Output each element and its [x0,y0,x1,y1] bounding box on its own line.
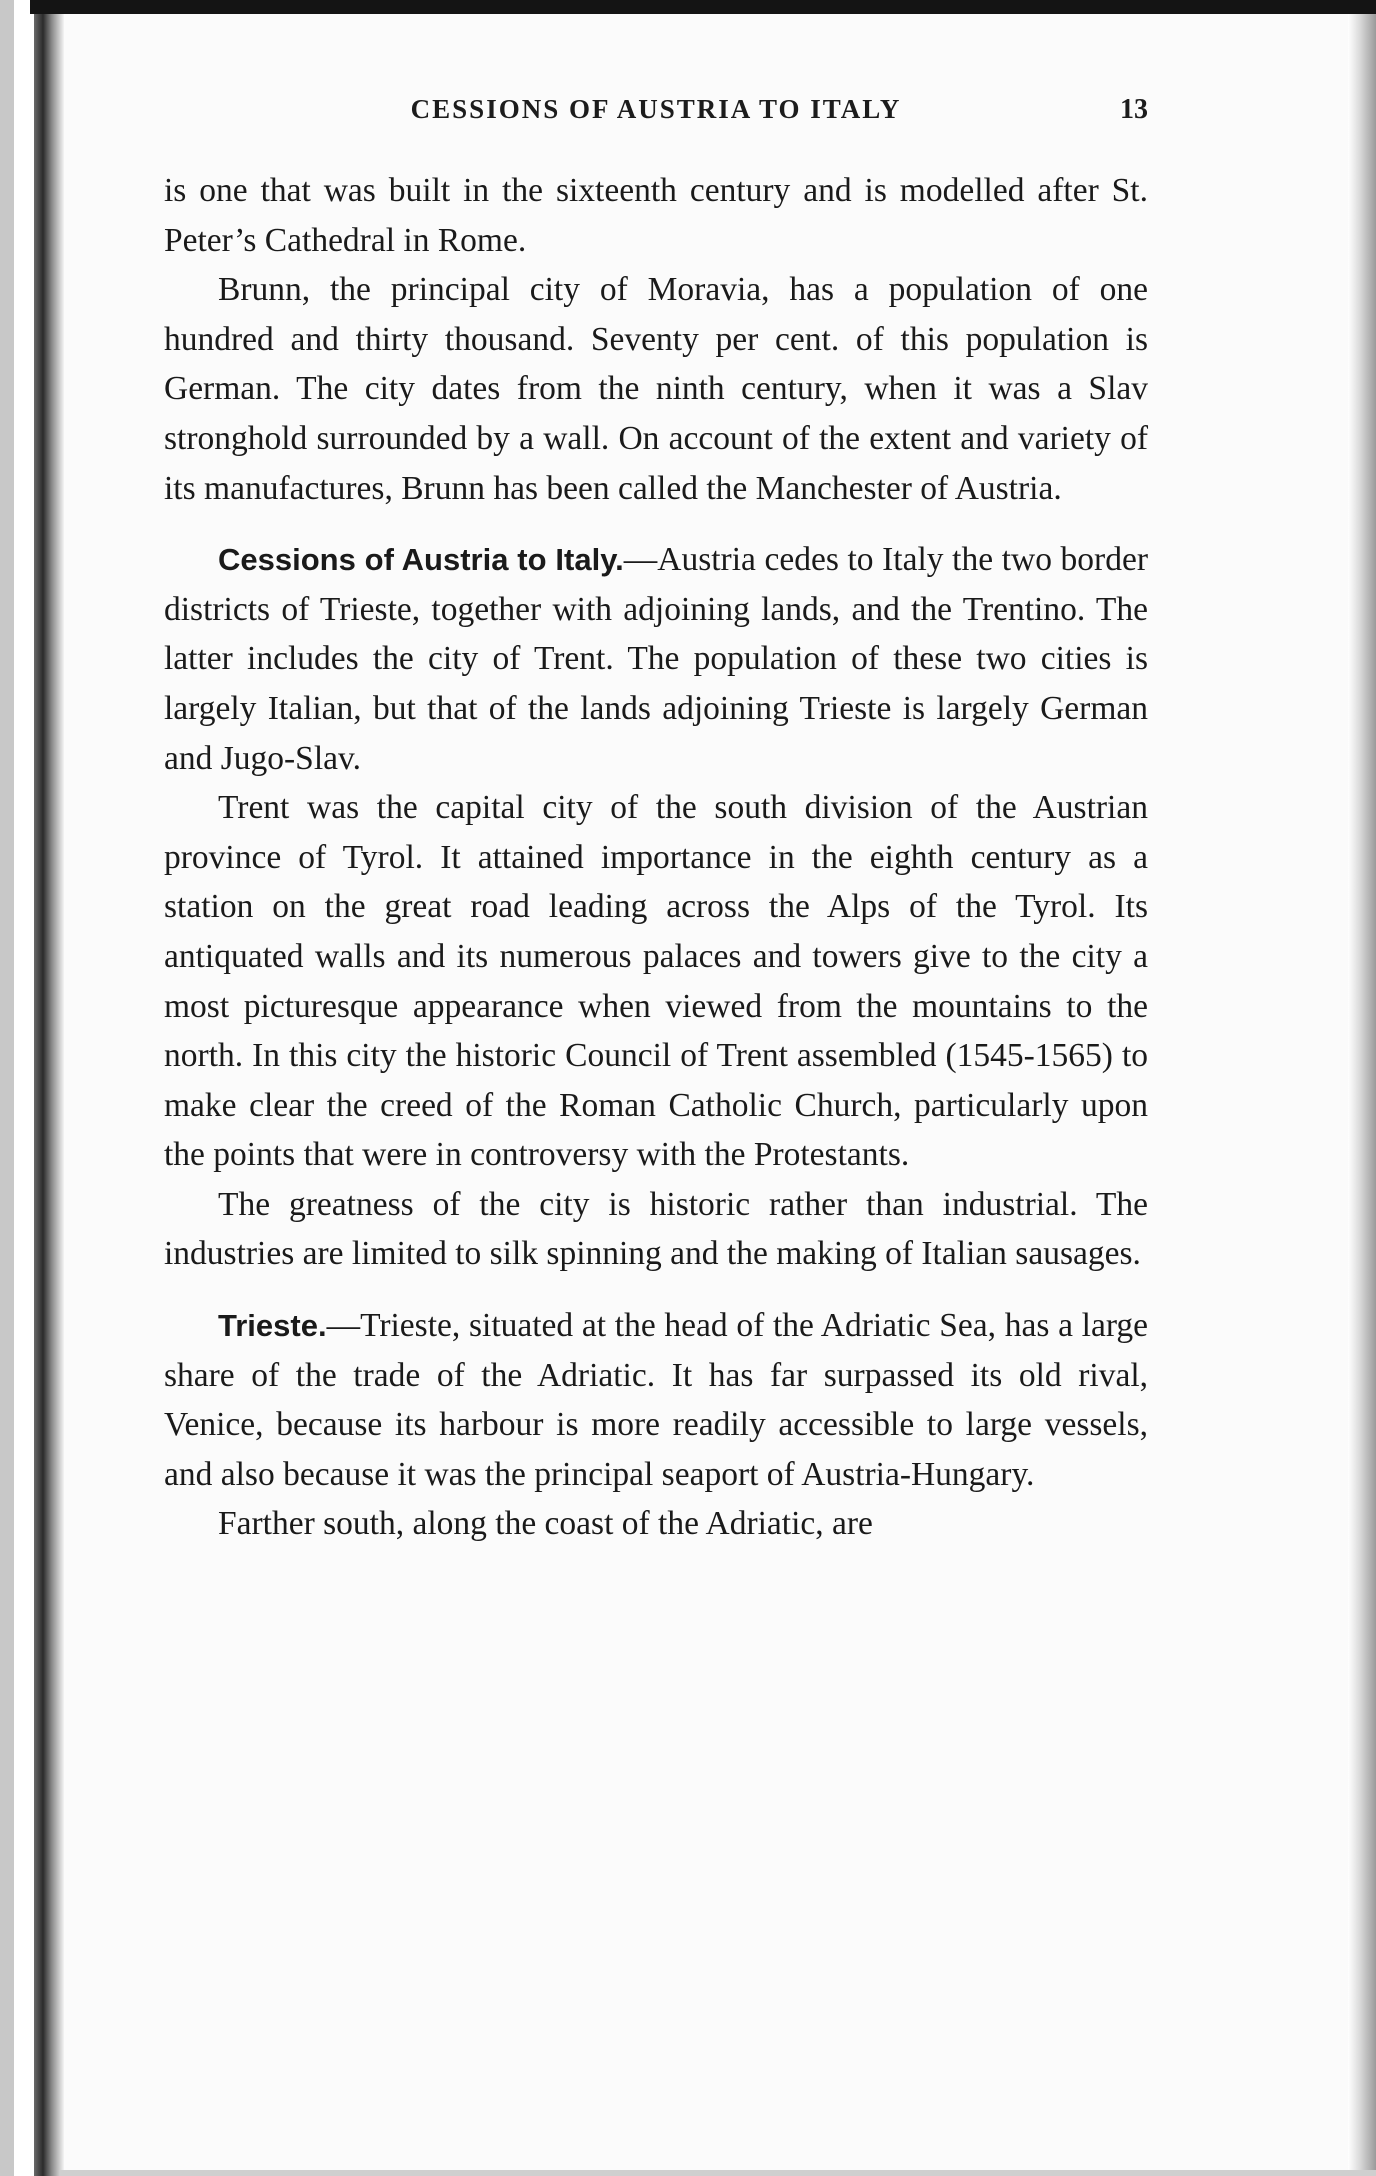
paragraph-adriatic-coast [164,1499,1148,1549]
paragraph-text: Brunn, the principal city of Moravia, has a population of one hundred and thirty thousand. Seventy per cent. of this population is German. The city dates from the ninth century, when it was a Slav stronghold surrounded by a wall. On account of the extent and variety of its manufactures, Brunn has been called the Manchester of Austria. [164,271,1148,507]
page-header [164,94,1148,138]
running-head: CESSIONS OF AUSTRIA TO ITALY [410,94,902,124]
section-heading: Trieste. [218,1308,327,1344]
paragraph-trent [164,783,1148,1180]
paragraph-text: is one that was built in the sixteenth century and is modelled after St. Peter’s Cathedral in Rome. [164,172,1148,259]
paragraph-cessions [164,535,1148,783]
paragraph-text: Trent was the capital city of the south division of the Austrian province of Tyrol. It attained importance in the eighth century as a station on the great road leading across the Alps of the Tyrol. Its antiquated walls and its numerous palaces and towers give to the city a most picturesque appearance when viewed from the mountains to the north. In this city the historic Council of Trent assembled (1545-1565) to make clear the creed of the Roman Catholic Church, particularly upon the points that were in controversy with the Protestants. [164,789,1148,1174]
page-body [164,166,1148,1549]
paragraph-text: —Trieste, situated at the head of the Adriatic Sea, has a large share of the trade of the Adriatic. It has far surpassed its old rival, Venice, because its harbour is more readily accessible to large vessels, and also because it was the principal seaport of Austria-Hungary. [164,1307,1148,1493]
paragraph-continuation [164,166,1148,265]
paragraph-text: Farther south, along the coast of the Adriatic, are [218,1505,873,1543]
paragraph-trieste [164,1301,1148,1499]
page-number: 13 [1120,94,1148,125]
paragraph-brunn [164,265,1148,513]
scan-left-edge [0,0,14,2176]
section-heading: Cessions of Austria to Italy. [218,542,624,578]
scan-right-edge [1348,14,1376,2176]
paragraph-text: The greatness of the city is historic rather than industrial. The industries are limited to silk spinning and the making of Italian sausages. [164,1185,1148,1273]
scan-bottom-edge [60,2170,1376,2176]
scan-top-edge [30,0,1376,14]
paragraph-industries [164,1180,1148,1279]
paragraph-text: —Austria cedes to Italy the two border districts of Trieste, together with adjoining lands, and the Trentino. The latter includes the city of Trent. The population of these two cities is largely Italian, but that of the lands adjoining Trieste is largely German and Jugo-Slav. [164,541,1148,777]
book-binding-shadow [34,0,64,2176]
